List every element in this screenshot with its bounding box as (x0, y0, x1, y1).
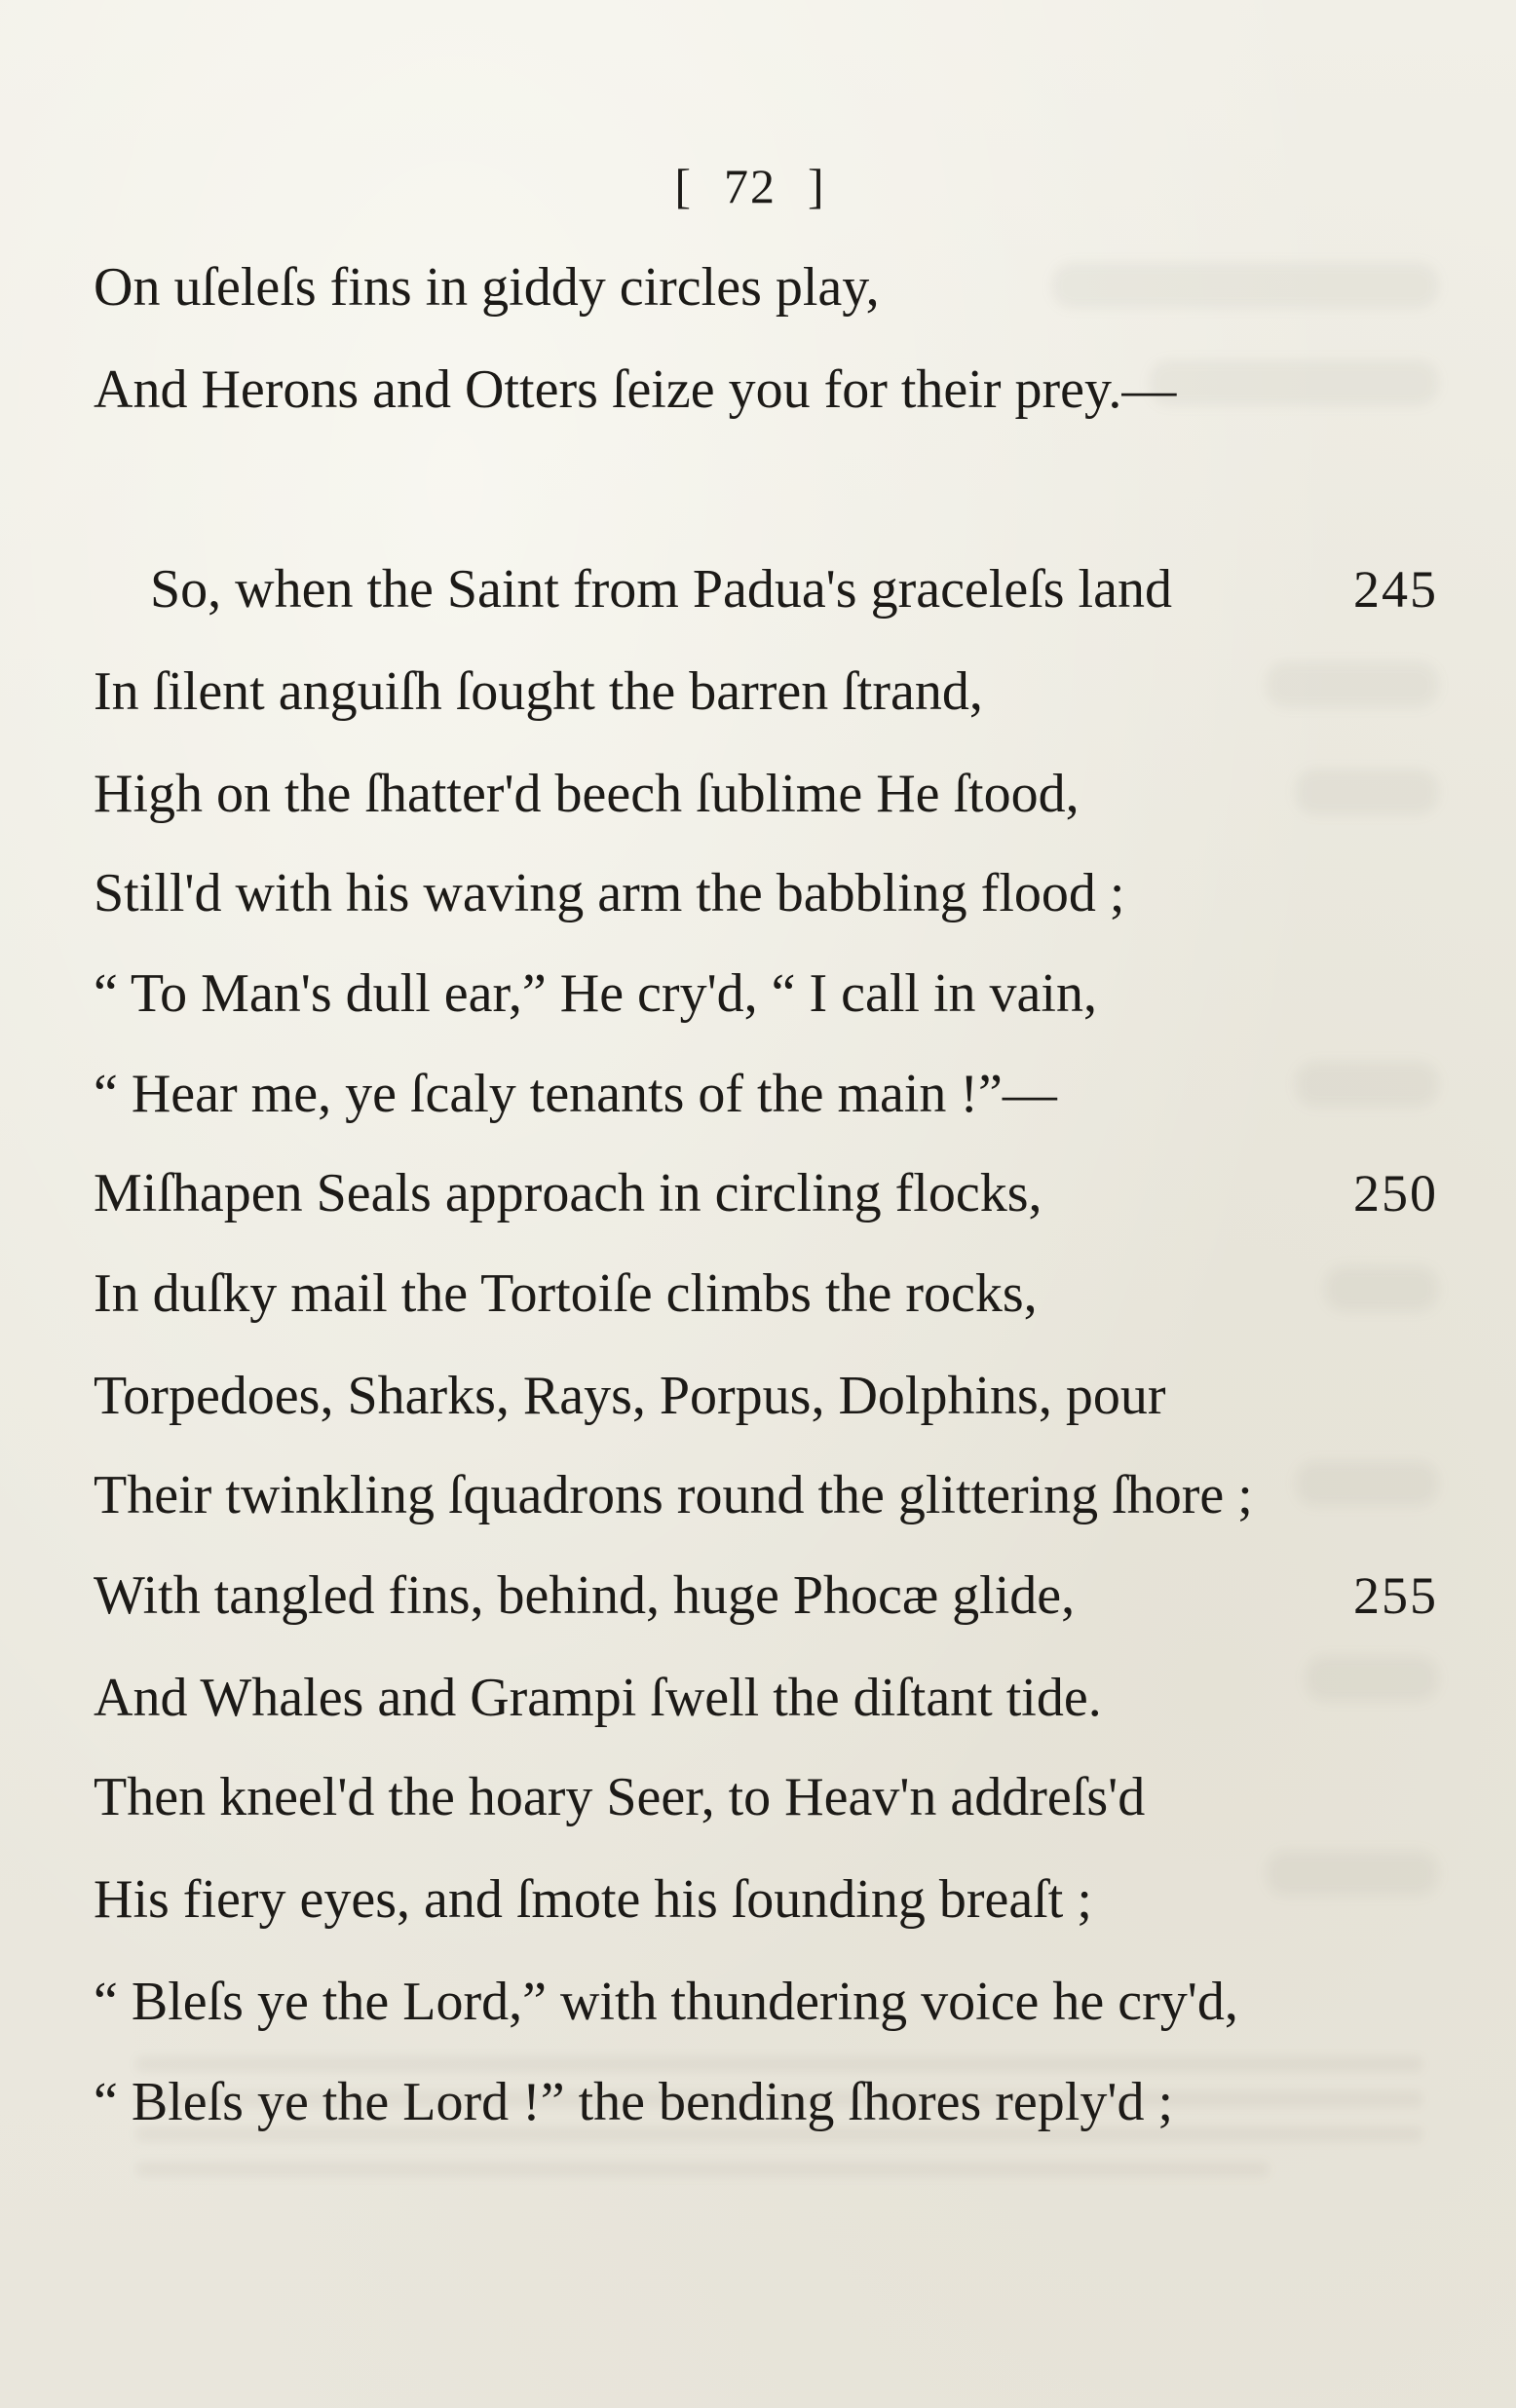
line-text: “ Bleſs ye the Lord !” the bending ſhores reply'd ; (94, 2072, 1173, 2132)
line-text: Their twinkling ſquadrons round the glittering ſhore ; (94, 1465, 1253, 1525)
line-text: Torpedoes, Sharks, Rays, Porpus, Dolphins, pour (94, 1366, 1166, 1426)
poem-line (94, 244, 1438, 331)
right-bracket: ] (808, 159, 826, 213)
line-text: So, when the Saint from Padua's graceleſs land (150, 559, 1172, 620)
line-text: High on the ſhatter'd beech ſublime He ſtood, (94, 764, 1080, 824)
poem-line (94, 1451, 1438, 1539)
line-number: 250 (1353, 1164, 1438, 1223)
poem-line (94, 1352, 1438, 1440)
poem-line (94, 849, 1438, 937)
line-text: And Herons and Otters ſeize you for their prey.— (94, 359, 1177, 420)
poem-line (94, 1958, 1438, 2046)
line-text: On uſeleſs fins in giddy circles play, (94, 257, 880, 318)
poem-line (94, 1250, 1438, 1337)
poem-line (94, 1753, 1438, 1841)
poem-line (94, 648, 1438, 735)
line-text: “ To Man's dull ear,” He cry'd, “ I call in vain, (94, 963, 1097, 1024)
poem-line (94, 950, 1438, 1037)
poem-line (94, 1654, 1438, 1742)
left-bracket: [ (674, 159, 693, 213)
poem-line (94, 1149, 1438, 1237)
line-text: And Whales and Grampi ſwell the diſtant tide. (94, 1668, 1102, 1728)
line-text: “ Bleſs ye the Lord,” with thundering voice he cry'd, (94, 1972, 1238, 2032)
line-text: With tangled fins, behind, huge Phocæ glide, (94, 1565, 1076, 1626)
poem-line (94, 346, 1438, 433)
poem-line (94, 1050, 1438, 1138)
line-text: “ Hear me, ye ſcaly tenants of the main !”— (94, 1064, 1057, 1124)
line-number: 255 (1353, 1566, 1438, 1625)
page-number-value: 72 (724, 159, 777, 213)
poem-line (94, 546, 1438, 633)
line-text: Then kneel'd the hoary Seer, to Heav'n addreſs'd (94, 1767, 1146, 1827)
line-number: 245 (1353, 560, 1438, 619)
poem-line (94, 1856, 1438, 1943)
line-text: In ſilent anguiſh ſought the barren ſtrand, (94, 661, 983, 722)
poem-line (94, 750, 1438, 838)
line-text: Still'd with his waving arm the babbling flood ; (94, 863, 1125, 923)
line-text: Miſhapen Seals approach in circling flocks, (94, 1163, 1042, 1223)
line-text: In duſky mail the Tortoiſe climbs the rocks, (94, 1263, 1038, 1324)
line-text: His fiery eyes, and ſmote his ſounding breaſt ; (94, 1869, 1092, 1930)
poem-line (94, 1552, 1438, 1639)
poem-line (94, 2058, 1438, 2146)
page-number (0, 158, 1500, 214)
